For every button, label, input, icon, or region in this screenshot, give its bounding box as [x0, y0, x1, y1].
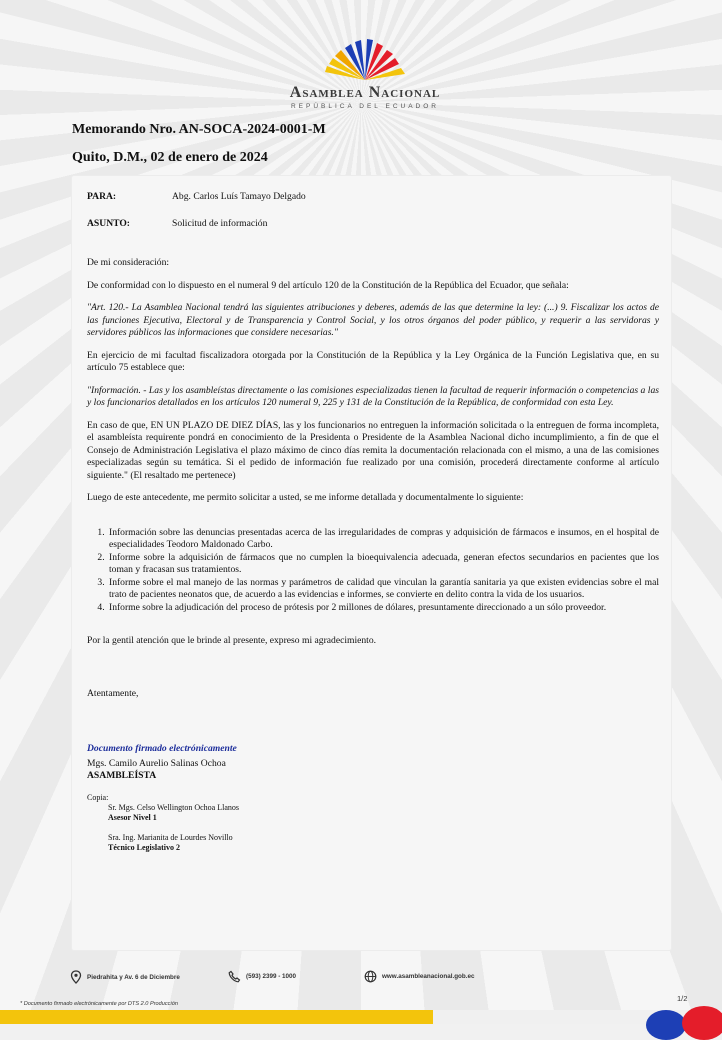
- copy-recipient-name: Sr. Mgs. Celso Wellington Ochoa Llanos: [108, 802, 239, 812]
- flag-stripe: [0, 1010, 722, 1024]
- signer-role: ASAMBLEÍSTA: [87, 770, 157, 781]
- asamblea-logo: [270, 38, 460, 110]
- paragraph-2: En ejercicio de mi facultad fiscalizadora otorgada por la Constitución de la República y la Ley Orgánica de la Función Legislativa que, en su artículo 75 establece que:: [87, 349, 659, 373]
- para-label: PARA:: [87, 191, 117, 202]
- copy-recipient-name: Sra. Ing. Marianita de Lourdes Novillo: [108, 832, 233, 842]
- flag-blue-shape: [646, 1010, 686, 1040]
- copy-recipients: [87, 803, 659, 853]
- para-row: [87, 191, 659, 204]
- signed-note: Documento firmado electrónicamente: [87, 743, 237, 754]
- paragraph-3: En caso de que, EN UN PLAZO DE DIEZ DÍAS, las y los funcionarios no entreguen la información solicitada o la entreguen de forma incompleta, el asambleísta requirente pondrá en conocimiento de la Presidenta o Presidente de la Asamblea Nacional dicho incumplimiento, a fin de que el Consejo de Administración Legislativa el plazo máximo de cinco días remita la documentación relacionada con el mismo, a una de las comisiones especializadas según su temática. Si el pedido de información fue realizado por una comisión, procederá directamente conforme al artículo siguiente." (El resaltado me pertenece): [87, 419, 659, 481]
- signer-name: Mgs. Camilo Aurelio Salinas Ochoa: [87, 757, 226, 769]
- condor-wings-icon: [322, 38, 408, 82]
- list-item: 1. Información sobre las denuncias presentadas acerca de las irregularidades de compras y adquisición de fármacos e insumos, en el hospital de especialidades Teodoro Maldonado Carbo.: [107, 527, 659, 552]
- logo-subtitle: REPÚBLICA DEL ECUADOR: [290, 103, 439, 110]
- memo-date: Quito, D.M., 02 de enero de 2024: [72, 150, 268, 165]
- footer-web-link[interactable]: www.asambleanacional.gob.ec: [382, 973, 475, 980]
- list-item: 4. Informe sobre la adjudicación del proceso de prótesis por 2 millones de dólares, presuntamente direccionado a un sólo proveedor.: [107, 602, 659, 615]
- page-number: 1/2: [677, 994, 688, 1003]
- phone-icon: [228, 970, 241, 983]
- closing: Por la gentil atención que le brinde al presente, expreso mi agradecimiento.: [87, 635, 377, 646]
- regards: Atentamente,: [87, 687, 139, 699]
- asunto-label: ASUNTO:: [87, 217, 131, 229]
- footer-address-text: Piedrahita y Av. 6 de Diciembre: [87, 973, 180, 981]
- copy-recipient-title: Asesor Nivel 1: [108, 812, 157, 822]
- request-list: [87, 527, 659, 615]
- logo-name: Asamblea Nacional: [289, 84, 441, 101]
- para-value: Abg. Carlos Luís Tamayo Delgado: [172, 191, 306, 202]
- location-pin-icon: [70, 970, 82, 984]
- greeting: De mi consideración:: [87, 257, 170, 268]
- electronic-signature-note: * Documento firmado electrónicamente por DTS 2.0 Producción: [20, 1001, 178, 1007]
- paragraph-1: De conformidad con lo dispuesto en el numeral 9 del artículo 120 de la Constitución de la República del Ecuador, que señala:: [87, 279, 569, 291]
- footer-phone: [228, 970, 296, 983]
- copy-label: Copia:: [87, 792, 109, 802]
- footer-address: [70, 970, 180, 984]
- memo-content: [87, 176, 659, 853]
- asunto-value: Solicitud de información: [172, 217, 268, 229]
- list-item: 2. Informe sobre la adquisición de fármacos que no cumplen la bioequivalencia adecuada, generan efectos secundarios en pacientes que los toman y fracasan sus tratamientos.: [107, 552, 659, 577]
- paragraph-4: Luego de este antecedente, me permito solicitar a usted, se me informe detallada y documentalmente lo siguiente:: [87, 492, 524, 503]
- quote-art-75: "Información. - Las y los asambleístas directamente o las comisiones especializadas tienen la facultad de requerir información o competencias a las y los funcionarios detallados en los artículos 120 numeral 9, 225 y 131 de la Constitución de la República, de conformidad con esta Ley.: [87, 384, 659, 408]
- asunto-row: [87, 218, 659, 231]
- list-item: 3. Informe sobre el mal manejo de las normas y parámetros de calidad que vinculan la garantía sanitaria ya que existen evidencias sobre el mal trato de pacientes neonatos que, de acuerdo a las evidencias e informes, se convierte en delito contra la vida de los usuarios.: [107, 577, 659, 602]
- quote-art-120: "Art. 120.- La Asamblea Nacional tendrá las siguientes atribuciones y deberes, además de las que determine la ley: (...) 9. Fiscalizar los actos de las funciones Ejecutiva, Electoral y de Transparencia y Control Social, y los otros órganos del poder público, y requerir a las servidoras y servidores públicos las informaciones que considere necesarias.": [87, 302, 659, 338]
- footer-web[interactable]: [364, 970, 475, 983]
- page-footer: [70, 970, 630, 988]
- copy-recipient-title: Técnico Legislativo 2: [108, 842, 180, 852]
- globe-icon: [364, 970, 377, 983]
- footer-phone-text: (593) 2399 - 1000: [246, 973, 297, 980]
- memo-number: Memorando Nro. AN-SOCA-2024-0001-M: [72, 122, 326, 137]
- flag-red-shape: [682, 1006, 722, 1040]
